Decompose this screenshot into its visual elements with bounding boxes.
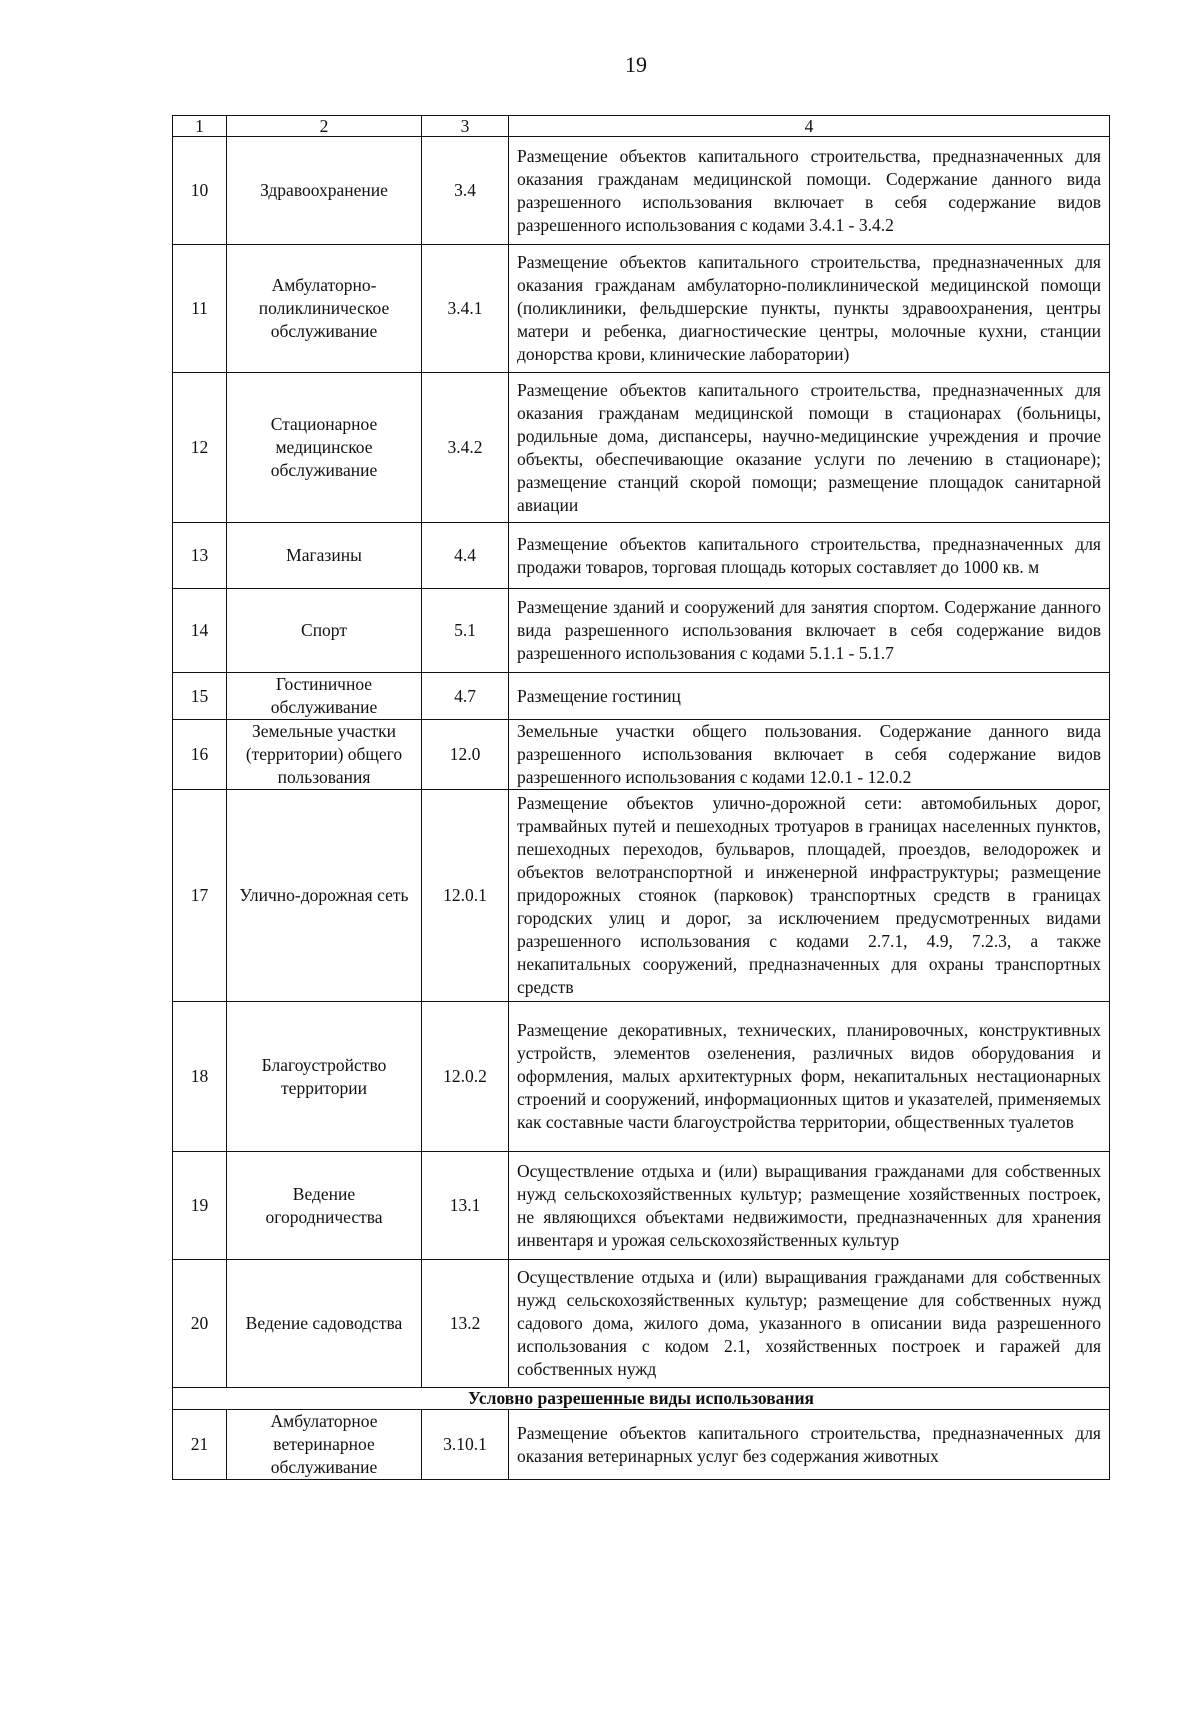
row-code: 13.1	[422, 1152, 509, 1260]
row-code: 4.4	[422, 523, 509, 589]
row-number: 14	[173, 589, 227, 673]
row-code: 3.4.1	[422, 245, 509, 373]
table-row	[173, 1410, 1110, 1480]
row-description: Размещение декоративных, технических, планировочных, конструктивных устройств, элементов озеленения, различных видов оборудования и оформления, малых архитектурных форм, некапитальных нестационарных строений и сооружений, информационных щитов и указателей, применяемых как составные части благоустройства территории, общественных туалетов	[509, 1002, 1110, 1152]
row-number: 21	[173, 1410, 227, 1480]
row-number: 15	[173, 673, 227, 720]
row-type-name: Спорт	[227, 589, 422, 673]
row-type-name: Амбулаторное ветеринарное обслуживание	[227, 1410, 422, 1480]
table-row	[173, 589, 1110, 673]
table-row	[173, 373, 1110, 523]
row-description: Осуществление отдыха и (или) выращивания гражданами для собственных нужд сельскохозяйственных культур; размещение хозяйственных построек, не являющихся объектами недвижимости, предназначенных для хранения инвентаря и урожая сельскохозяйственных культур	[509, 1152, 1110, 1260]
row-type-name: Стационарное медицинское обслуживание	[227, 373, 422, 523]
row-code: 5.1	[422, 589, 509, 673]
row-number: 19	[173, 1152, 227, 1260]
row-type-name: Гостиничное обслуживание	[227, 673, 422, 720]
table-row	[173, 1260, 1110, 1388]
row-description: Размещение объектов капитального строительства, предназначенных для оказания гражданам медицинской помощи. Содержание данного вида разрешенного использования включает в себя содержание видов разрешенного использования с кодами 3.4.1 - 3.4.2	[509, 137, 1110, 245]
row-number: 10	[173, 137, 227, 245]
row-description: Осуществление отдыха и (или) выращивания гражданами для собственных нужд сельскохозяйственных культур; размещение для собственных нужд садового дома, жилого дома, указанного в описании вида разрешенного использования с кодом 2.1, хозяйственных построек и гаражей для собственных нужд	[509, 1260, 1110, 1388]
row-description: Земельные участки общего пользования. Содержание данного вида разрешенного использования включает в себя содержание видов разрешенного использования с кодами 12.0.1 - 12.0.2	[509, 720, 1110, 790]
row-description: Размещение объектов улично-дорожной сети: автомобильных дорог, трамвайных путей и пешеходных тротуаров в границах населенных пунктов, пешеходных переходов, бульваров, площадей, проездов, велодорожек и объектов велотранспортной и инженерной инфраструктуры; размещение придорожных стоянок (парковок) транспортных средств в границах городских улиц и дорог, за исключением предусмотренных видами разрешенного использования с кодами 2.7.1, 4.9, 7.2.3, а также некапитальных сооружений, предназначенных для охраны транспортных средств	[509, 790, 1110, 1002]
header-col-4: 4	[509, 116, 1110, 137]
row-description: Размещение объектов капитального строительства, предназначенных для оказания гражданам медицинской помощи в стационарах (больницы, родильные дома, диспансеры, научно-медицинские учреждения и прочие объекты, обеспечивающие оказание услуги по лечению в стационаре); размещение станций скорой помощи; размещение площадок санитарной авиации	[509, 373, 1110, 523]
row-number: 11	[173, 245, 227, 373]
row-code: 12.0.2	[422, 1002, 509, 1152]
row-type-name: Ведение огородничества	[227, 1152, 422, 1260]
row-number: 18	[173, 1002, 227, 1152]
land-use-table	[172, 115, 1110, 1480]
row-code: 13.2	[422, 1260, 509, 1388]
row-type-name: Ведение садоводства	[227, 1260, 422, 1388]
row-number: 12	[173, 373, 227, 523]
row-number: 20	[173, 1260, 227, 1388]
row-number: 16	[173, 720, 227, 790]
row-type-name: Магазины	[227, 523, 422, 589]
table-header-row	[173, 116, 1110, 137]
row-code: 3.10.1	[422, 1410, 509, 1480]
row-description: Размещение объектов капитального строительства, предназначенных для продажи товаров, торговая площадь которых составляет до 1000 кв. м	[509, 523, 1110, 589]
table-row	[173, 673, 1110, 720]
row-description: Размещение зданий и сооружений для занятия спортом. Содержание данного вида разрешенного использования включает в себя содержание видов разрешенного использования с кодами 5.1.1 - 5.1.7	[509, 589, 1110, 673]
section-row	[173, 1388, 1110, 1410]
row-type-name: Земельные участки (территории) общего пользования	[227, 720, 422, 790]
row-number: 13	[173, 523, 227, 589]
row-code: 3.4	[422, 137, 509, 245]
row-code: 3.4.2	[422, 373, 509, 523]
header-col-2: 2	[227, 116, 422, 137]
row-type-name: Благоустройство территории	[227, 1002, 422, 1152]
row-number: 17	[173, 790, 227, 1002]
header-col-1: 1	[173, 116, 227, 137]
row-type-name: Здравоохранение	[227, 137, 422, 245]
table-row	[173, 137, 1110, 245]
table-row	[173, 1152, 1110, 1260]
row-code: 12.0.1	[422, 790, 509, 1002]
row-description: Размещение объектов капитального строительства, предназначенных для оказания гражданам амбулаторно-поликлинической медицинской помощи (поликлиники, фельдшерские пункты, пункты здравоохранения, центры матери и ребенка, диагностические центры, молочные кухни, станции донорства крови, клинические лаборатории)	[509, 245, 1110, 373]
header-col-3: 3	[422, 116, 509, 137]
table-row	[173, 790, 1110, 1002]
section-title: Условно разрешенные виды использования	[173, 1388, 1110, 1410]
row-description: Размещение гостиниц	[509, 673, 1110, 720]
row-code: 12.0	[422, 720, 509, 790]
table-row	[173, 245, 1110, 373]
table-row	[173, 720, 1110, 790]
row-type-name: Амбулаторно-поликлиническое обслуживание	[227, 245, 422, 373]
row-code: 4.7	[422, 673, 509, 720]
table-row	[173, 523, 1110, 589]
table-row	[173, 1002, 1110, 1152]
row-type-name: Улично-дорожная сеть	[227, 790, 422, 1002]
page-number: 19	[625, 52, 647, 77]
row-description: Размещение объектов капитального строительства, предназначенных для оказания ветеринарных услуг без содержания животных	[509, 1410, 1110, 1480]
